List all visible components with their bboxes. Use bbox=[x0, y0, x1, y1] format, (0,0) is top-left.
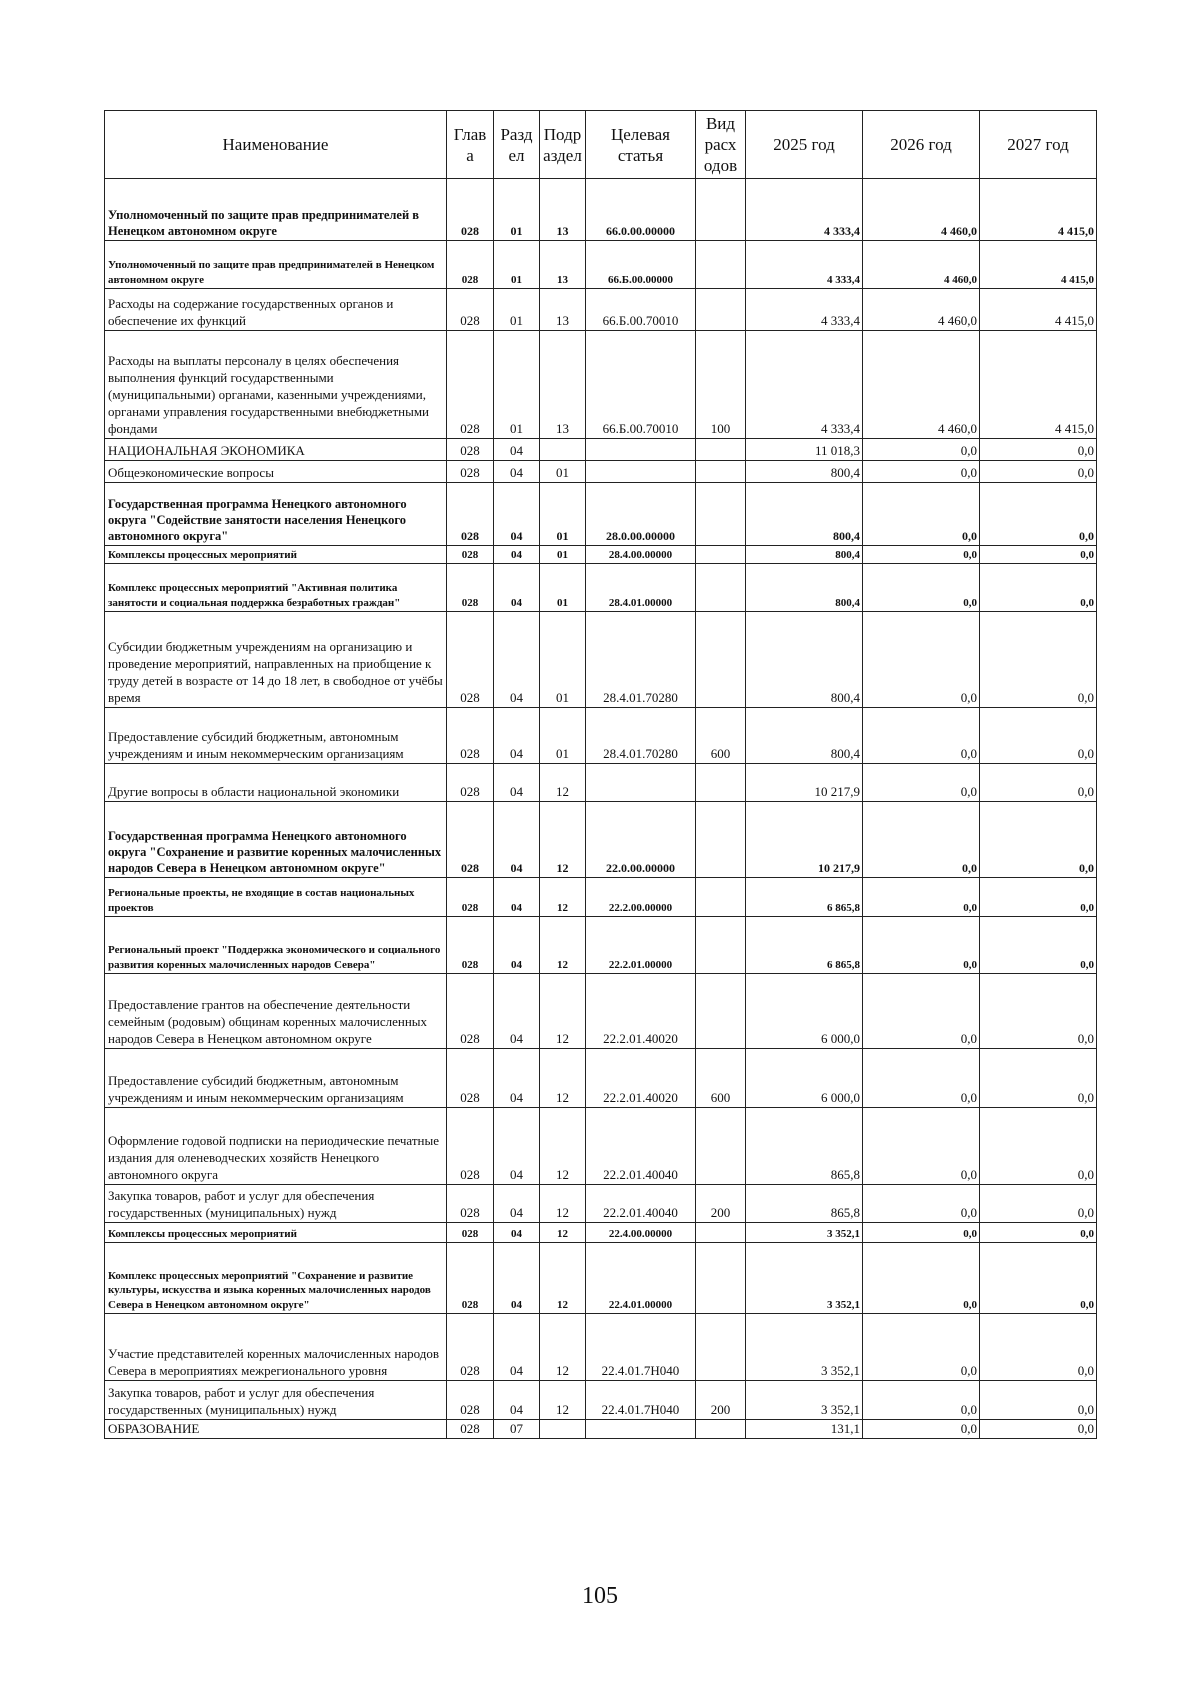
cell-glava: 028 bbox=[447, 1420, 494, 1439]
header-podrazdel: Подр аздел bbox=[540, 111, 586, 179]
header-celevaya: Целевая статья bbox=[586, 111, 696, 179]
cell-y2027: 0,0 bbox=[980, 974, 1097, 1049]
cell-y2025: 3 352,1 bbox=[746, 1381, 863, 1420]
cell-celevaya: 22.0.00.00000 bbox=[586, 802, 696, 878]
cell-name: Комплекс процессных мероприятий "Сохранение и развитие культуры, искусства и языка коренных малочисленных народов Севера в Ненецком автономном округе" bbox=[105, 1243, 447, 1314]
table-row bbox=[105, 612, 1097, 708]
cell-y2025: 800,4 bbox=[746, 546, 863, 564]
cell-podrazdel bbox=[540, 1420, 586, 1439]
cell-y2027: 0,0 bbox=[980, 802, 1097, 878]
cell-glava: 028 bbox=[447, 1049, 494, 1108]
cell-name: Уполномоченный по защите прав предпринимателей в Ненецком автономном округе bbox=[105, 179, 447, 241]
cell-vid bbox=[696, 564, 746, 612]
cell-vid bbox=[696, 1420, 746, 1439]
cell-y2026: 4 460,0 bbox=[863, 289, 980, 331]
cell-vid bbox=[696, 1108, 746, 1185]
cell-razdel: 04 bbox=[494, 974, 540, 1049]
cell-celevaya: 28.4.01.70280 bbox=[586, 612, 696, 708]
cell-y2026: 0,0 bbox=[863, 1381, 980, 1420]
cell-y2026: 0,0 bbox=[863, 1185, 980, 1223]
cell-name: Комплексы процессных мероприятий bbox=[105, 1223, 447, 1243]
cell-podrazdel: 12 bbox=[540, 1185, 586, 1223]
cell-glava: 028 bbox=[447, 612, 494, 708]
cell-y2027: 0,0 bbox=[980, 546, 1097, 564]
cell-razdel: 04 bbox=[494, 612, 540, 708]
table-row bbox=[105, 974, 1097, 1049]
cell-y2026: 0,0 bbox=[863, 1243, 980, 1314]
cell-y2026: 4 460,0 bbox=[863, 241, 980, 289]
table-row bbox=[105, 878, 1097, 917]
cell-podrazdel: 01 bbox=[540, 483, 586, 546]
header-glava: Глав а bbox=[447, 111, 494, 179]
cell-name: Комплексы процессных мероприятий bbox=[105, 546, 447, 564]
cell-podrazdel: 13 bbox=[540, 289, 586, 331]
cell-vid bbox=[696, 546, 746, 564]
cell-y2027: 0,0 bbox=[980, 1314, 1097, 1381]
cell-y2025: 4 333,4 bbox=[746, 289, 863, 331]
cell-celevaya: 28.4.00.00000 bbox=[586, 546, 696, 564]
cell-y2025: 3 352,1 bbox=[746, 1223, 863, 1243]
cell-glava: 028 bbox=[447, 241, 494, 289]
cell-razdel: 07 bbox=[494, 1420, 540, 1439]
cell-celevaya: 28.0.00.00000 bbox=[586, 483, 696, 546]
cell-y2025: 6 000,0 bbox=[746, 1049, 863, 1108]
cell-razdel: 04 bbox=[494, 1381, 540, 1420]
cell-celevaya bbox=[586, 461, 696, 483]
cell-razdel: 04 bbox=[494, 1223, 540, 1243]
cell-celevaya: 22.4.01.00000 bbox=[586, 1243, 696, 1314]
cell-y2026: 0,0 bbox=[863, 1314, 980, 1381]
cell-y2025: 6 000,0 bbox=[746, 974, 863, 1049]
cell-y2025: 10 217,9 bbox=[746, 764, 863, 802]
cell-podrazdel bbox=[540, 439, 586, 461]
cell-name: Уполномоченный по защите прав предпринимателей в Ненецком автономном округе bbox=[105, 241, 447, 289]
table-header-row bbox=[105, 111, 1097, 179]
cell-podrazdel: 12 bbox=[540, 1381, 586, 1420]
cell-y2026: 0,0 bbox=[863, 461, 980, 483]
cell-y2027: 0,0 bbox=[980, 1049, 1097, 1108]
cell-celevaya: 22.2.00.00000 bbox=[586, 878, 696, 917]
table-row bbox=[105, 461, 1097, 483]
cell-razdel: 04 bbox=[494, 1243, 540, 1314]
cell-vid bbox=[696, 974, 746, 1049]
cell-celevaya: 22.4.01.7Н040 bbox=[586, 1381, 696, 1420]
cell-podrazdel: 12 bbox=[540, 1243, 586, 1314]
table-row bbox=[105, 1049, 1097, 1108]
cell-name: Предоставление грантов на обеспечение деятельности семейным (родовым) общинам коренных малочисленных народов Севера в Ненецком автономном округе bbox=[105, 974, 447, 1049]
table-row bbox=[105, 1243, 1097, 1314]
cell-podrazdel: 13 bbox=[540, 241, 586, 289]
cell-y2027: 0,0 bbox=[980, 564, 1097, 612]
cell-vid bbox=[696, 612, 746, 708]
cell-glava: 028 bbox=[447, 439, 494, 461]
cell-vid: 200 bbox=[696, 1185, 746, 1223]
cell-podrazdel: 12 bbox=[540, 974, 586, 1049]
cell-y2025: 800,4 bbox=[746, 461, 863, 483]
cell-vid bbox=[696, 764, 746, 802]
cell-celevaya: 28.4.01.70280 bbox=[586, 708, 696, 764]
cell-y2027: 4 415,0 bbox=[980, 331, 1097, 439]
cell-y2027: 0,0 bbox=[980, 917, 1097, 974]
cell-y2025: 10 217,9 bbox=[746, 802, 863, 878]
cell-podrazdel: 12 bbox=[540, 1223, 586, 1243]
cell-y2026: 4 460,0 bbox=[863, 331, 980, 439]
cell-razdel: 01 bbox=[494, 331, 540, 439]
cell-y2025: 11 018,3 bbox=[746, 439, 863, 461]
cell-razdel: 04 bbox=[494, 917, 540, 974]
cell-podrazdel: 01 bbox=[540, 546, 586, 564]
cell-name: Предоставление субсидий бюджетным, автономным учреждениям и иным некоммерческим организациям bbox=[105, 708, 447, 764]
cell-y2027: 0,0 bbox=[980, 1381, 1097, 1420]
cell-y2026: 0,0 bbox=[863, 612, 980, 708]
cell-vid bbox=[696, 1243, 746, 1314]
cell-vid: 200 bbox=[696, 1381, 746, 1420]
cell-y2025: 800,4 bbox=[746, 708, 863, 764]
cell-name: Государственная программа Ненецкого автономного округа "Сохранение и развитие коренных малочисленных народов Севера в Ненецком автономном округе" bbox=[105, 802, 447, 878]
cell-podrazdel: 01 bbox=[540, 461, 586, 483]
header-2025: 2025 год bbox=[746, 111, 863, 179]
cell-y2027: 0,0 bbox=[980, 764, 1097, 802]
cell-y2026: 0,0 bbox=[863, 564, 980, 612]
cell-glava: 028 bbox=[447, 802, 494, 878]
cell-y2027: 0,0 bbox=[980, 1420, 1097, 1439]
cell-name: Региональный проект "Поддержка экономического и социального развития коренных малочисленных народов Севера" bbox=[105, 917, 447, 974]
cell-celevaya: 66.Б.00.70010 bbox=[586, 289, 696, 331]
cell-razdel: 01 bbox=[494, 289, 540, 331]
header-vid: Вид расх одов bbox=[696, 111, 746, 179]
cell-celevaya: 22.2.01.40020 bbox=[586, 1049, 696, 1108]
cell-y2027: 0,0 bbox=[980, 708, 1097, 764]
table-row bbox=[105, 1314, 1097, 1381]
cell-razdel: 01 bbox=[494, 179, 540, 241]
cell-y2025: 4 333,4 bbox=[746, 331, 863, 439]
cell-y2026: 0,0 bbox=[863, 917, 980, 974]
cell-razdel: 04 bbox=[494, 708, 540, 764]
cell-y2025: 6 865,8 bbox=[746, 917, 863, 974]
table-row bbox=[105, 802, 1097, 878]
table-row bbox=[105, 483, 1097, 546]
cell-podrazdel: 13 bbox=[540, 179, 586, 241]
cell-glava: 028 bbox=[447, 1381, 494, 1420]
table-row bbox=[105, 546, 1097, 564]
cell-glava: 028 bbox=[447, 917, 494, 974]
cell-vid bbox=[696, 878, 746, 917]
page-number: 105 bbox=[582, 1583, 618, 1609]
cell-y2026: 0,0 bbox=[863, 1049, 980, 1108]
cell-celevaya: 22.2.01.40040 bbox=[586, 1108, 696, 1185]
cell-vid bbox=[696, 802, 746, 878]
cell-y2025: 865,8 bbox=[746, 1185, 863, 1223]
cell-celevaya: 22.4.01.7Н040 bbox=[586, 1314, 696, 1381]
table-row bbox=[105, 564, 1097, 612]
table-row bbox=[105, 1381, 1097, 1420]
table-row bbox=[105, 764, 1097, 802]
cell-y2027: 0,0 bbox=[980, 439, 1097, 461]
cell-y2026: 0,0 bbox=[863, 708, 980, 764]
cell-razdel: 04 bbox=[494, 1049, 540, 1108]
cell-y2026: 4 460,0 bbox=[863, 179, 980, 241]
table-row bbox=[105, 289, 1097, 331]
cell-name: Комплекс процессных мероприятий "Активная политика занятости и социальная поддержка безработных граждан" bbox=[105, 564, 447, 612]
cell-razdel: 01 bbox=[494, 241, 540, 289]
cell-y2025: 3 352,1 bbox=[746, 1243, 863, 1314]
cell-y2025: 131,1 bbox=[746, 1420, 863, 1439]
cell-vid bbox=[696, 461, 746, 483]
cell-y2025: 4 333,4 bbox=[746, 179, 863, 241]
cell-podrazdel: 12 bbox=[540, 1108, 586, 1185]
cell-name: Региональные проекты, не входящие в состав национальных проектов bbox=[105, 878, 447, 917]
cell-y2027: 0,0 bbox=[980, 483, 1097, 546]
table-row bbox=[105, 439, 1097, 461]
cell-podrazdel: 12 bbox=[540, 1314, 586, 1381]
cell-name: Другие вопросы в области национальной экономики bbox=[105, 764, 447, 802]
cell-glava: 028 bbox=[447, 1314, 494, 1381]
cell-podrazdel: 12 bbox=[540, 802, 586, 878]
cell-name: Предоставление субсидий бюджетным, автономным учреждениям и иным некоммерческим организациям bbox=[105, 1049, 447, 1108]
cell-razdel: 04 bbox=[494, 439, 540, 461]
cell-y2025: 800,4 bbox=[746, 612, 863, 708]
table-row bbox=[105, 1223, 1097, 1243]
cell-glava: 028 bbox=[447, 708, 494, 764]
cell-podrazdel: 12 bbox=[540, 1049, 586, 1108]
cell-y2026: 0,0 bbox=[863, 802, 980, 878]
cell-vid: 600 bbox=[696, 708, 746, 764]
cell-razdel: 04 bbox=[494, 764, 540, 802]
cell-y2026: 0,0 bbox=[863, 546, 980, 564]
cell-y2027: 4 415,0 bbox=[980, 179, 1097, 241]
cell-y2027: 4 415,0 bbox=[980, 241, 1097, 289]
cell-vid bbox=[696, 1223, 746, 1243]
cell-celevaya: 22.2.01.40040 bbox=[586, 1185, 696, 1223]
cell-glava: 028 bbox=[447, 461, 494, 483]
cell-vid bbox=[696, 289, 746, 331]
cell-celevaya bbox=[586, 764, 696, 802]
cell-glava: 028 bbox=[447, 179, 494, 241]
table-row bbox=[105, 1185, 1097, 1223]
cell-y2026: 0,0 bbox=[863, 483, 980, 546]
cell-glava: 028 bbox=[447, 1108, 494, 1185]
header-razdel: Разд ел bbox=[494, 111, 540, 179]
cell-y2026: 0,0 bbox=[863, 1420, 980, 1439]
cell-glava: 028 bbox=[447, 289, 494, 331]
cell-glava: 028 bbox=[447, 878, 494, 917]
header-2026: 2026 год bbox=[863, 111, 980, 179]
cell-y2027: 0,0 bbox=[980, 461, 1097, 483]
cell-glava: 028 bbox=[447, 974, 494, 1049]
cell-razdel: 04 bbox=[494, 483, 540, 546]
cell-y2027: 0,0 bbox=[980, 612, 1097, 708]
table-row bbox=[105, 1108, 1097, 1185]
cell-glava: 028 bbox=[447, 1243, 494, 1314]
cell-name: Участие представителей коренных малочисленных народов Севера в мероприятиях межрегионального уровня bbox=[105, 1314, 447, 1381]
cell-y2026: 0,0 bbox=[863, 439, 980, 461]
cell-y2027: 4 415,0 bbox=[980, 289, 1097, 331]
cell-y2026: 0,0 bbox=[863, 1223, 980, 1243]
cell-glava: 028 bbox=[447, 331, 494, 439]
table-row bbox=[105, 331, 1097, 439]
cell-y2027: 0,0 bbox=[980, 878, 1097, 917]
cell-razdel: 04 bbox=[494, 564, 540, 612]
cell-y2025: 865,8 bbox=[746, 1108, 863, 1185]
cell-vid bbox=[696, 241, 746, 289]
cell-y2025: 6 865,8 bbox=[746, 878, 863, 917]
cell-glava: 028 bbox=[447, 564, 494, 612]
cell-y2027: 0,0 bbox=[980, 1223, 1097, 1243]
header-name: Наименование bbox=[105, 111, 447, 179]
cell-celevaya: 66.Б.00.00000 bbox=[586, 241, 696, 289]
cell-name: Государственная программа Ненецкого автономного округа "Содействие занятости населения Ненецкого автономного округа" bbox=[105, 483, 447, 546]
cell-y2025: 3 352,1 bbox=[746, 1314, 863, 1381]
table-row bbox=[105, 179, 1097, 241]
cell-razdel: 04 bbox=[494, 802, 540, 878]
cell-podrazdel: 01 bbox=[540, 564, 586, 612]
cell-vid bbox=[696, 1314, 746, 1381]
cell-y2026: 0,0 bbox=[863, 974, 980, 1049]
cell-y2026: 0,0 bbox=[863, 878, 980, 917]
cell-y2027: 0,0 bbox=[980, 1185, 1097, 1223]
cell-y2027: 0,0 bbox=[980, 1243, 1097, 1314]
cell-y2025: 800,4 bbox=[746, 483, 863, 546]
cell-y2026: 0,0 bbox=[863, 764, 980, 802]
cell-razdel: 04 bbox=[494, 461, 540, 483]
cell-name: Субсидии бюджетным учреждениям на организацию и проведение мероприятий, направленных на приобщение к труду детей в возрасте от 14 до 18 лет, в свободное от учёбы время bbox=[105, 612, 447, 708]
header-2027: 2027 год bbox=[980, 111, 1097, 179]
cell-y2025: 4 333,4 bbox=[746, 241, 863, 289]
cell-name: ОБРАЗОВАНИЕ bbox=[105, 1420, 447, 1439]
cell-podrazdel: 12 bbox=[540, 764, 586, 802]
cell-celevaya: 28.4.01.00000 bbox=[586, 564, 696, 612]
cell-glava: 028 bbox=[447, 764, 494, 802]
cell-glava: 028 bbox=[447, 1223, 494, 1243]
cell-celevaya bbox=[586, 1420, 696, 1439]
cell-celevaya: 66.Б.00.70010 bbox=[586, 331, 696, 439]
cell-podrazdel: 12 bbox=[540, 917, 586, 974]
cell-glava: 028 bbox=[447, 483, 494, 546]
cell-name: Расходы на выплаты персоналу в целях обеспечения выполнения функций государственными (муниципальными) органами, казенными учреждениями, органами управления государственными внебюджетными фондами bbox=[105, 331, 447, 439]
table-row bbox=[105, 241, 1097, 289]
cell-razdel: 04 bbox=[494, 878, 540, 917]
cell-podrazdel: 13 bbox=[540, 331, 586, 439]
cell-name: Общеэкономические вопросы bbox=[105, 461, 447, 483]
table-row bbox=[105, 1420, 1097, 1439]
cell-y2027: 0,0 bbox=[980, 1108, 1097, 1185]
cell-vid bbox=[696, 917, 746, 974]
cell-glava: 028 bbox=[447, 1185, 494, 1223]
cell-vid bbox=[696, 483, 746, 546]
cell-y2026: 0,0 bbox=[863, 1108, 980, 1185]
cell-podrazdel: 01 bbox=[540, 612, 586, 708]
cell-celevaya: 66.0.00.00000 bbox=[586, 179, 696, 241]
cell-vid: 100 bbox=[696, 331, 746, 439]
cell-razdel: 04 bbox=[494, 1108, 540, 1185]
cell-vid bbox=[696, 179, 746, 241]
cell-name: Оформление годовой подписки на периодические печатные издания для оленеводческих хозяйств Ненецкого автономного округа bbox=[105, 1108, 447, 1185]
cell-name: Расходы на содержание государственных органов и обеспечение их функций bbox=[105, 289, 447, 331]
cell-y2025: 800,4 bbox=[746, 564, 863, 612]
table-row bbox=[105, 708, 1097, 764]
cell-celevaya: 22.2.01.40020 bbox=[586, 974, 696, 1049]
cell-vid: 600 bbox=[696, 1049, 746, 1108]
cell-name: Закупка товаров, работ и услуг для обеспечения государственных (муниципальных) нужд bbox=[105, 1381, 447, 1420]
cell-podrazdel: 12 bbox=[540, 878, 586, 917]
cell-podrazdel: 01 bbox=[540, 708, 586, 764]
cell-glava: 028 bbox=[447, 546, 494, 564]
cell-celevaya: 22.4.00.00000 bbox=[586, 1223, 696, 1243]
cell-vid bbox=[696, 439, 746, 461]
cell-name: Закупка товаров, работ и услуг для обеспечения государственных (муниципальных) нужд bbox=[105, 1185, 447, 1223]
cell-name: НАЦИОНАЛЬНАЯ ЭКОНОМИКА bbox=[105, 439, 447, 461]
budget-table bbox=[104, 110, 1097, 1439]
cell-razdel: 04 bbox=[494, 546, 540, 564]
cell-celevaya: 22.2.01.00000 bbox=[586, 917, 696, 974]
cell-razdel: 04 bbox=[494, 1314, 540, 1381]
cell-razdel: 04 bbox=[494, 1185, 540, 1223]
table-row bbox=[105, 917, 1097, 974]
cell-celevaya bbox=[586, 439, 696, 461]
